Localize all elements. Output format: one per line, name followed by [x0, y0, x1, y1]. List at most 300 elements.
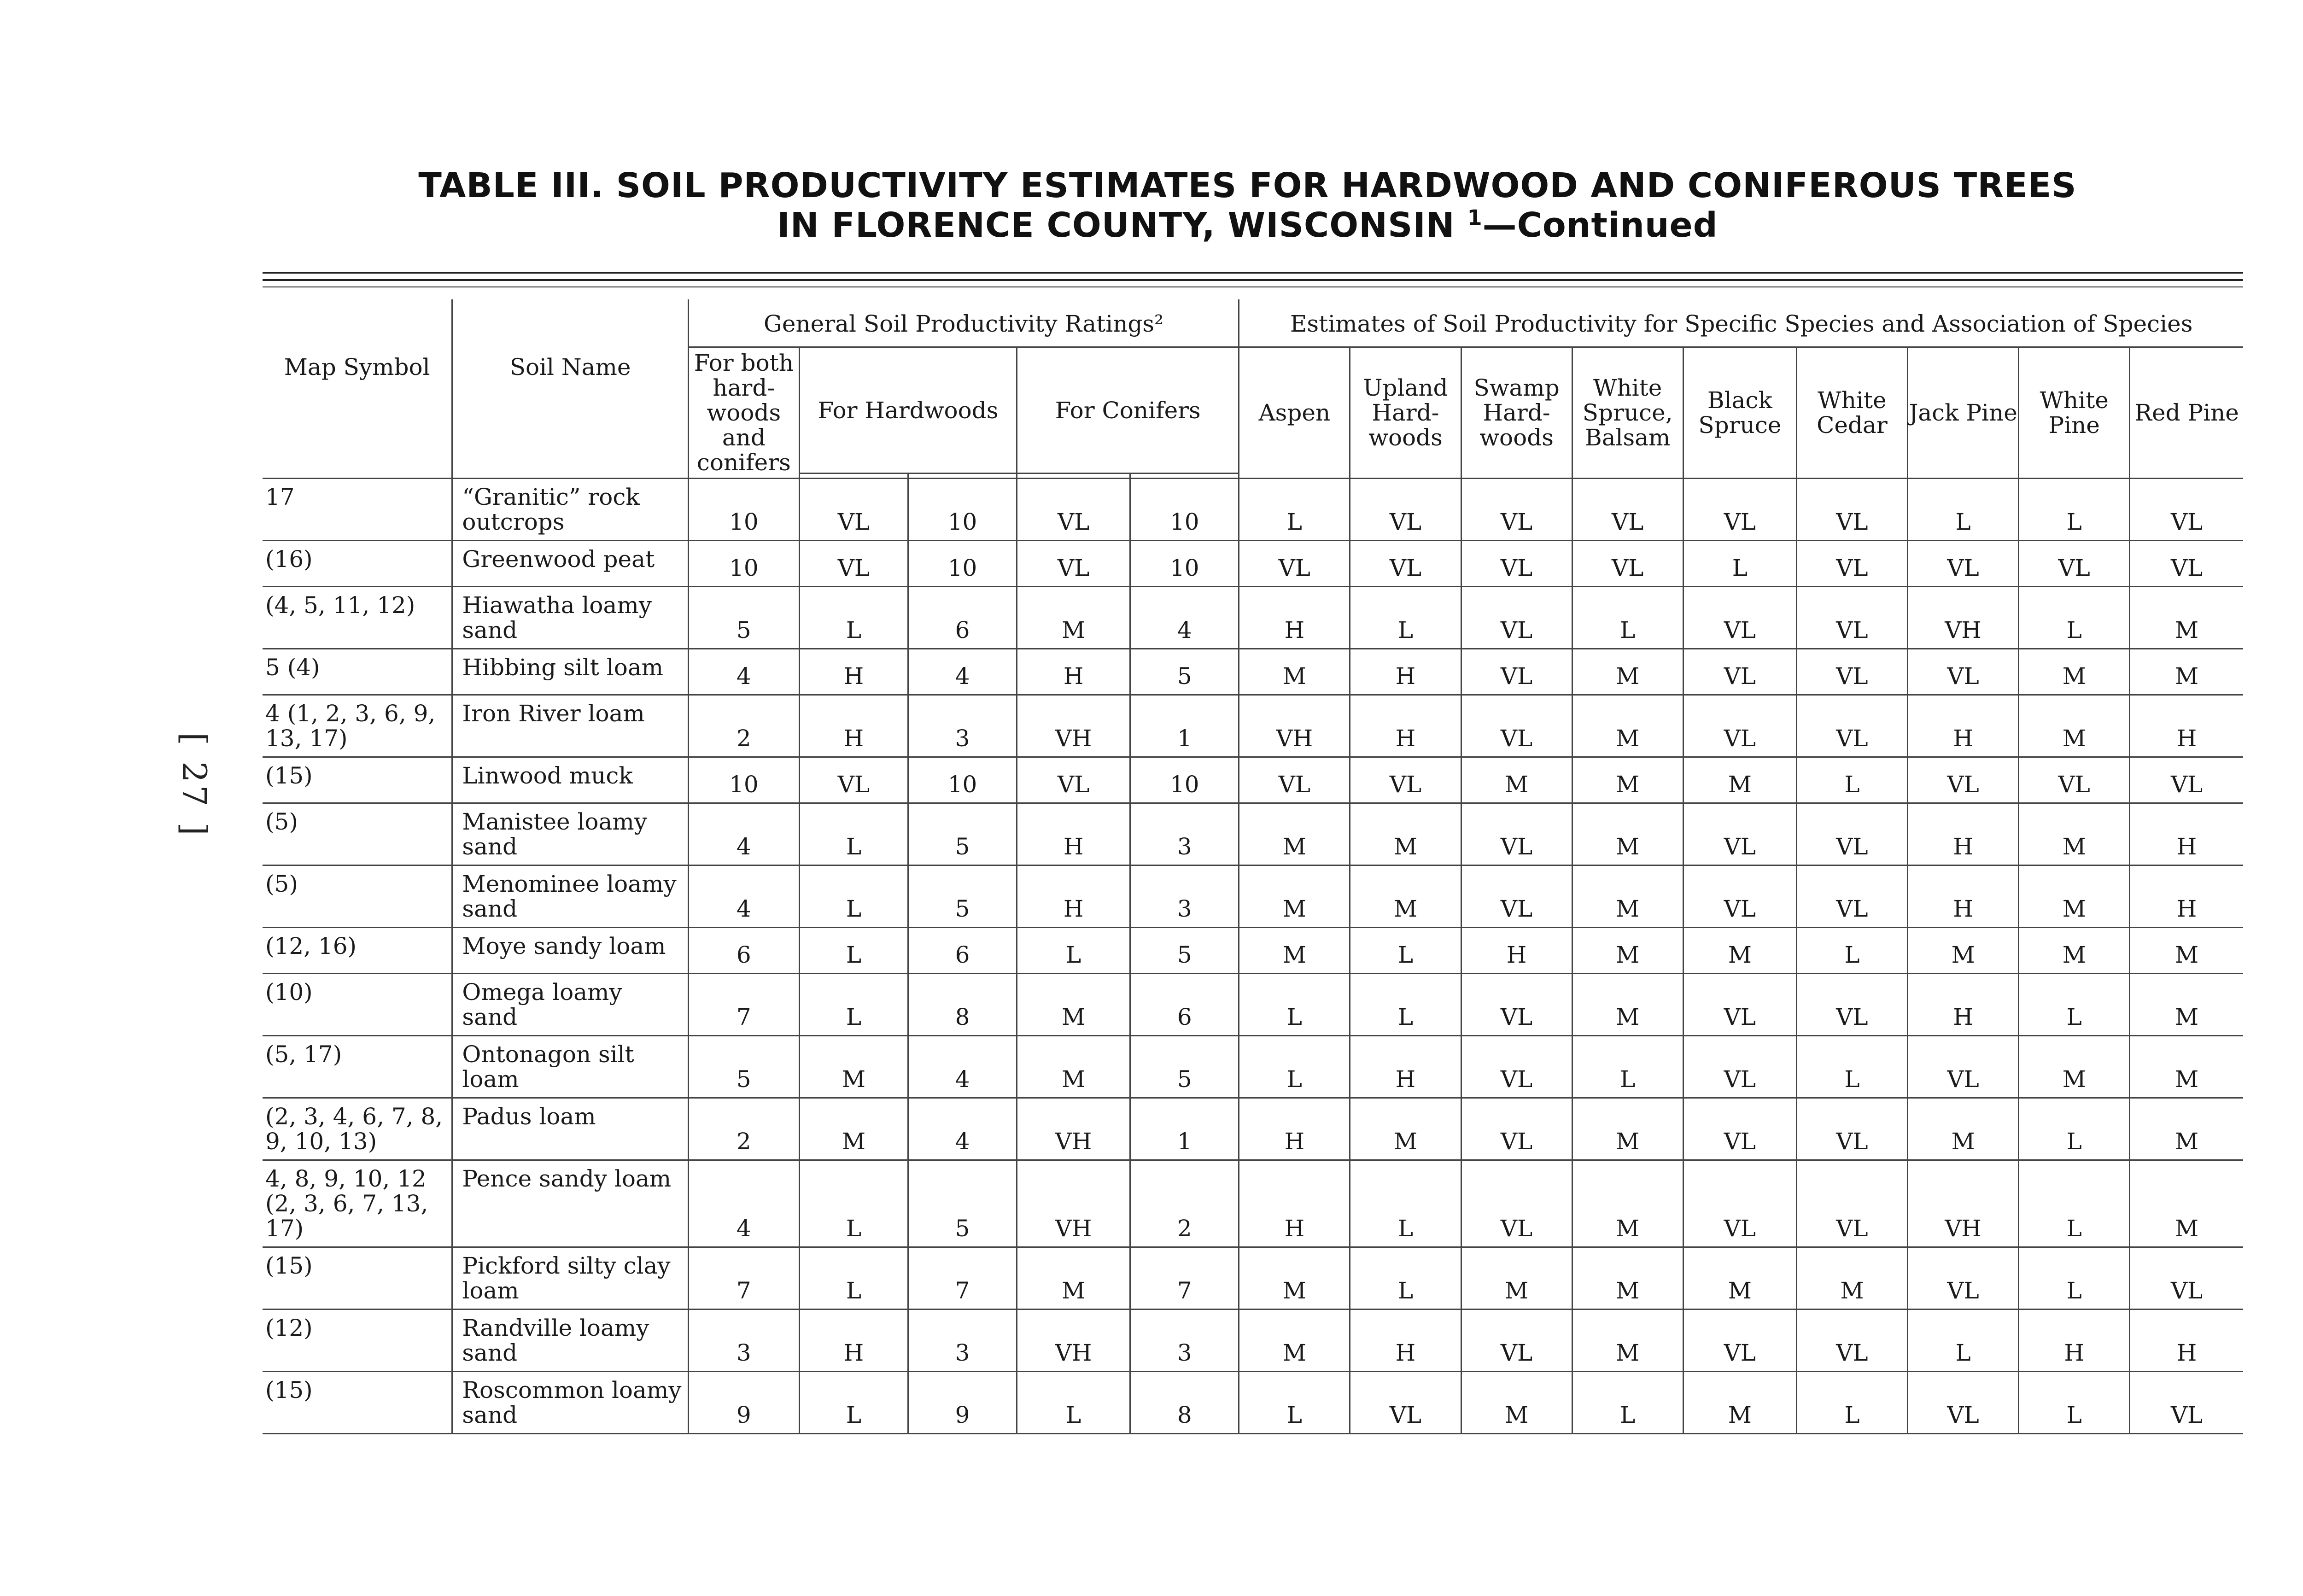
white-cedar-cell: VL — [1796, 1310, 1907, 1372]
conifers-rank-cell: 10 — [1130, 757, 1239, 803]
black-spruce-cell: VL — [1683, 1036, 1796, 1098]
white-cedar-cell: VL — [1796, 1098, 1907, 1160]
hardwoods-rank-cell: 5 — [908, 803, 1017, 865]
hardwoods-rating-cell: M — [799, 1036, 908, 1098]
top-rule-second — [263, 279, 2243, 281]
upland-hardwoods-cell: VL — [1350, 479, 1461, 541]
conifers-rank-cell: 5 — [1130, 1036, 1239, 1098]
conifers-rank-cell: 3 — [1130, 865, 1239, 928]
conifers-rank-cell: 4 — [1130, 587, 1239, 649]
map-symbol-cell: (2, 3, 4, 6, 7, 8, 9, 10, 13) — [263, 1098, 452, 1160]
swamp-hardwoods-cell: M — [1461, 1372, 1572, 1434]
upland-hardwoods-cell: L — [1350, 1247, 1461, 1310]
conifers-rank-cell: 6 — [1130, 974, 1239, 1036]
soil-name-cell: Randville loamy sand — [452, 1310, 688, 1372]
upland-hardwoods-cell: L — [1350, 587, 1461, 649]
map-symbol-cell: (16) — [263, 541, 452, 587]
table-row — [263, 1247, 2243, 1310]
white-spruce-cell: L — [1572, 587, 1683, 649]
white-spruce-cell: M — [1572, 974, 1683, 1036]
white-pine-cell: VL — [2019, 541, 2130, 587]
aspen-cell: L — [1239, 974, 1350, 1036]
hardwoods-rank-cell: 8 — [908, 974, 1017, 1036]
white-cedar-cell: L — [1796, 928, 1907, 974]
upland-hardwoods-cell: L — [1350, 974, 1461, 1036]
header-hardwoods-rating — [799, 474, 908, 479]
map-symbol-cell: (5) — [263, 803, 452, 865]
upland-hardwoods-cell: H — [1350, 1310, 1461, 1372]
both-rating-cell: 4 — [688, 1160, 799, 1247]
header-black-spruce: Black Spruce — [1683, 347, 1796, 479]
upland-hardwoods-cell: VL — [1350, 1372, 1461, 1434]
jack-pine-cell: M — [1908, 928, 2019, 974]
header-conifers-rating — [1017, 474, 1130, 479]
black-spruce-cell: VL — [1683, 479, 1796, 541]
white-pine-cell: M — [2019, 803, 2130, 865]
hardwoods-rank-cell: 3 — [908, 695, 1017, 757]
table-title — [0, 166, 2303, 245]
soil-name-cell: Moye sandy loam — [452, 928, 688, 974]
map-symbol-cell: 5 (4) — [263, 649, 452, 695]
jack-pine-cell: H — [1908, 865, 2019, 928]
swamp-hardwoods-cell: VL — [1461, 803, 1572, 865]
jack-pine-cell: H — [1908, 974, 2019, 1036]
black-spruce-cell: VL — [1683, 803, 1796, 865]
header-aspen: Aspen — [1239, 347, 1350, 479]
jack-pine-cell: VH — [1908, 1160, 2019, 1247]
white-cedar-cell: VL — [1796, 587, 1907, 649]
black-spruce-cell: VL — [1683, 695, 1796, 757]
aspen-cell: M — [1239, 1310, 1350, 1372]
white-cedar-cell: L — [1796, 1372, 1907, 1434]
swamp-hardwoods-cell: VL — [1461, 695, 1572, 757]
map-symbol-cell: (5) — [263, 865, 452, 928]
both-rating-cell: 5 — [688, 1036, 799, 1098]
red-pine-cell: M — [2130, 1036, 2243, 1098]
header-hardwoods: For Hardwoods — [799, 347, 1017, 474]
hardwoods-rating-cell: H — [799, 1310, 908, 1372]
hardwoods-rating-cell: H — [799, 649, 908, 695]
red-pine-cell: M — [2130, 1098, 2243, 1160]
jack-pine-cell: VL — [1908, 649, 2019, 695]
red-pine-cell: VL — [2130, 541, 2243, 587]
red-pine-cell: M — [2130, 1160, 2243, 1247]
white-spruce-cell: M — [1572, 695, 1683, 757]
aspen-cell: L — [1239, 1372, 1350, 1434]
white-pine-cell: L — [2019, 479, 2130, 541]
top-rule-third — [263, 286, 2243, 287]
soil-name-cell: Hiawatha loamy sand — [452, 587, 688, 649]
white-cedar-cell: VL — [1796, 974, 1907, 1036]
soil-productivity-table — [263, 299, 2243, 1434]
conifers-rank-cell: 7 — [1130, 1247, 1239, 1310]
conifers-rating-cell: M — [1017, 1036, 1130, 1098]
white-spruce-cell: M — [1572, 865, 1683, 928]
black-spruce-cell: M — [1683, 928, 1796, 974]
footnote-marker: 1 — [1467, 205, 1483, 230]
hardwoods-rank-cell: 3 — [908, 1310, 1017, 1372]
swamp-hardwoods-cell: VL — [1461, 974, 1572, 1036]
swamp-hardwoods-cell: VL — [1461, 1098, 1572, 1160]
conifers-rank-cell: 3 — [1130, 1310, 1239, 1372]
white-spruce-cell: L — [1572, 1036, 1683, 1098]
hardwoods-rating-cell: L — [799, 974, 908, 1036]
table-row — [263, 928, 2243, 974]
both-rating-cell: 10 — [688, 541, 799, 587]
red-pine-cell: VL — [2130, 1372, 2243, 1434]
white-cedar-cell: VL — [1796, 865, 1907, 928]
soil-name-cell: Padus loam — [452, 1098, 688, 1160]
black-spruce-cell: M — [1683, 1247, 1796, 1310]
both-rating-cell: 4 — [688, 649, 799, 695]
header-white-spruce: White Spruce, Balsam — [1572, 347, 1683, 479]
red-pine-cell: M — [2130, 974, 2243, 1036]
header-conifers: For Conifers — [1017, 347, 1239, 474]
hardwoods-rank-cell: 6 — [908, 928, 1017, 974]
table-row — [263, 1036, 2243, 1098]
conifers-rating-cell: M — [1017, 974, 1130, 1036]
black-spruce-cell: VL — [1683, 1098, 1796, 1160]
white-spruce-cell: M — [1572, 1098, 1683, 1160]
conifers-rating-cell: VL — [1017, 541, 1130, 587]
upland-hardwoods-cell: L — [1350, 928, 1461, 974]
white-pine-cell: M — [2019, 865, 2130, 928]
both-rating-cell: 7 — [688, 974, 799, 1036]
title-line-1: TABLE III. SOIL PRODUCTIVITY ESTIMATES FOR HARDWOOD AND CONIFEROUS TREES — [418, 166, 2077, 205]
upland-hardwoods-cell: H — [1350, 1036, 1461, 1098]
table-row — [263, 587, 2243, 649]
white-spruce-cell: M — [1572, 803, 1683, 865]
swamp-hardwoods-cell: VL — [1461, 479, 1572, 541]
red-pine-cell: H — [2130, 803, 2243, 865]
aspen-cell: H — [1239, 587, 1350, 649]
white-spruce-cell: M — [1572, 1247, 1683, 1310]
hardwoods-rating-cell: VL — [799, 479, 908, 541]
header-red-pine: Red Pine — [2130, 347, 2243, 479]
red-pine-cell: H — [2130, 865, 2243, 928]
aspen-cell: M — [1239, 865, 1350, 928]
header-hardwoods-rank — [908, 474, 1017, 479]
red-pine-cell: H — [2130, 695, 2243, 757]
white-pine-cell: M — [2019, 649, 2130, 695]
conifers-rating-cell: H — [1017, 649, 1130, 695]
aspen-cell: VL — [1239, 541, 1350, 587]
conifers-rank-cell: 2 — [1130, 1160, 1239, 1247]
hardwoods-rank-cell: 10 — [908, 541, 1017, 587]
page-number: [ 27 ] — [175, 732, 214, 838]
aspen-cell: L — [1239, 1036, 1350, 1098]
both-rating-cell: 2 — [688, 1098, 799, 1160]
white-pine-cell: L — [2019, 1372, 2130, 1434]
header-soil-name: Soil Name — [452, 299, 688, 479]
conifers-rating-cell: M — [1017, 1247, 1130, 1310]
white-pine-cell: L — [2019, 1160, 2130, 1247]
white-spruce-cell: M — [1572, 649, 1683, 695]
white-cedar-cell: L — [1796, 1036, 1907, 1098]
white-spruce-cell: L — [1572, 1372, 1683, 1434]
jack-pine-cell: VL — [1908, 1036, 2019, 1098]
hardwoods-rank-cell: 4 — [908, 1098, 1017, 1160]
soil-name-cell: Ontonagon silt loam — [452, 1036, 688, 1098]
conifers-rating-cell: VH — [1017, 695, 1130, 757]
hardwoods-rating-cell: VL — [799, 757, 908, 803]
white-spruce-cell: M — [1572, 757, 1683, 803]
conifers-rating-cell: VH — [1017, 1310, 1130, 1372]
upland-hardwoods-cell: M — [1350, 865, 1461, 928]
hardwoods-rating-cell: L — [799, 1372, 908, 1434]
table-row — [263, 1098, 2243, 1160]
hardwoods-rank-cell: 10 — [908, 757, 1017, 803]
swamp-hardwoods-cell: M — [1461, 757, 1572, 803]
upland-hardwoods-cell: H — [1350, 695, 1461, 757]
white-pine-cell: M — [2019, 1036, 2130, 1098]
aspen-cell: M — [1239, 803, 1350, 865]
swamp-hardwoods-cell: M — [1461, 1247, 1572, 1310]
table-row — [263, 757, 2243, 803]
conifers-rank-cell: 8 — [1130, 1372, 1239, 1434]
soil-name-cell: Manistee loamy sand — [452, 803, 688, 865]
white-spruce-cell: VL — [1572, 541, 1683, 587]
table-row — [263, 541, 2243, 587]
title-line-2 — [0, 205, 2303, 245]
map-symbol-cell: (12) — [263, 1310, 452, 1372]
map-symbol-cell: (15) — [263, 757, 452, 803]
both-rating-cell: 5 — [688, 587, 799, 649]
black-spruce-cell: VL — [1683, 1160, 1796, 1247]
soil-name-cell: Greenwood peat — [452, 541, 688, 587]
hardwoods-rank-cell: 5 — [908, 865, 1017, 928]
map-symbol-cell: (15) — [263, 1247, 452, 1310]
map-symbol-cell: (12, 16) — [263, 928, 452, 974]
table-row — [263, 649, 2243, 695]
upland-hardwoods-cell: VL — [1350, 541, 1461, 587]
header-swamp-hardwoods: Swamp Hard-woods — [1461, 347, 1572, 479]
white-pine-cell: L — [2019, 1098, 2130, 1160]
table-row — [263, 974, 2243, 1036]
jack-pine-cell: VH — [1908, 587, 2019, 649]
swamp-hardwoods-cell: VL — [1461, 1310, 1572, 1372]
hardwoods-rank-cell: 10 — [908, 479, 1017, 541]
white-spruce-cell: M — [1572, 1310, 1683, 1372]
hardwoods-rank-cell: 6 — [908, 587, 1017, 649]
header-white-pine: White Pine — [2019, 347, 2130, 479]
conifers-rating-cell: VL — [1017, 479, 1130, 541]
both-rating-cell: 3 — [688, 1310, 799, 1372]
red-pine-cell: M — [2130, 587, 2243, 649]
header-both: For both hard-woods and conifers — [688, 347, 799, 479]
top-rule — [263, 272, 2243, 274]
white-cedar-cell: VL — [1796, 479, 1907, 541]
red-pine-cell: VL — [2130, 757, 2243, 803]
hardwoods-rating-cell: VL — [799, 541, 908, 587]
jack-pine-cell: L — [1908, 1310, 2019, 1372]
swamp-hardwoods-cell: VL — [1461, 865, 1572, 928]
red-pine-cell: M — [2130, 649, 2243, 695]
soil-name-cell: Linwood muck — [452, 757, 688, 803]
aspen-cell: L — [1239, 479, 1350, 541]
header-white-cedar: White Cedar — [1796, 347, 1907, 479]
soil-name-cell: Roscommon loamy sand — [452, 1372, 688, 1434]
aspen-cell: VH — [1239, 695, 1350, 757]
soil-name-cell: Iron River loam — [452, 695, 688, 757]
table-row — [263, 479, 2243, 541]
red-pine-cell: VL — [2130, 479, 2243, 541]
aspen-cell: M — [1239, 928, 1350, 974]
conifers-rating-cell: M — [1017, 587, 1130, 649]
conifers-rating-cell: L — [1017, 1372, 1130, 1434]
aspen-cell: VL — [1239, 757, 1350, 803]
white-spruce-cell: M — [1572, 928, 1683, 974]
header-jack-pine: Jack Pine — [1908, 347, 2019, 479]
title-continued: —Continued — [1482, 205, 1718, 245]
conifers-rank-cell: 3 — [1130, 803, 1239, 865]
white-cedar-cell: VL — [1796, 649, 1907, 695]
white-spruce-cell: M — [1572, 1160, 1683, 1247]
conifers-rating-cell: VL — [1017, 757, 1130, 803]
soil-name-cell: Pence sandy loam — [452, 1160, 688, 1247]
table-row — [263, 865, 2243, 928]
aspen-cell: H — [1239, 1098, 1350, 1160]
conifers-rank-cell: 5 — [1130, 649, 1239, 695]
jack-pine-cell: L — [1908, 479, 2019, 541]
table-row — [263, 803, 2243, 865]
hardwoods-rating-cell: L — [799, 587, 908, 649]
conifers-rating-cell: VH — [1017, 1098, 1130, 1160]
black-spruce-cell: VL — [1683, 865, 1796, 928]
white-cedar-cell: VL — [1796, 1160, 1907, 1247]
conifers-rank-cell: 1 — [1130, 1098, 1239, 1160]
soil-name-cell: Menominee loamy sand — [452, 865, 688, 928]
white-pine-cell: M — [2019, 928, 2130, 974]
soil-name-cell: Omega loamy sand — [452, 974, 688, 1036]
conifers-rating-cell: H — [1017, 865, 1130, 928]
conifers-rank-cell: 1 — [1130, 695, 1239, 757]
jack-pine-cell: M — [1908, 1098, 2019, 1160]
black-spruce-cell: VL — [1683, 649, 1796, 695]
header-specific-estimates: Estimates of Soil Productivity for Specific Species and Association of Species — [1239, 299, 2243, 347]
both-rating-cell: 6 — [688, 928, 799, 974]
white-spruce-cell: VL — [1572, 479, 1683, 541]
swamp-hardwoods-cell: VL — [1461, 649, 1572, 695]
soil-name-cell: Hibbing silt loam — [452, 649, 688, 695]
upland-hardwoods-cell: L — [1350, 1160, 1461, 1247]
swamp-hardwoods-cell: H — [1461, 928, 1572, 974]
hardwoods-rank-cell: 9 — [908, 1372, 1017, 1434]
conifers-rating-cell: H — [1017, 803, 1130, 865]
map-symbol-cell: (15) — [263, 1372, 452, 1434]
both-rating-cell: 10 — [688, 757, 799, 803]
hardwoods-rank-cell: 4 — [908, 1036, 1017, 1098]
white-cedar-cell: M — [1796, 1247, 1907, 1310]
both-rating-cell: 4 — [688, 803, 799, 865]
map-symbol-cell: (10) — [263, 974, 452, 1036]
red-pine-cell: H — [2130, 1310, 2243, 1372]
jack-pine-cell: H — [1908, 695, 2019, 757]
red-pine-cell: VL — [2130, 1247, 2243, 1310]
hardwoods-rank-cell: 4 — [908, 649, 1017, 695]
jack-pine-cell: VL — [1908, 1247, 2019, 1310]
white-pine-cell: M — [2019, 695, 2130, 757]
hardwoods-rating-cell: L — [799, 1160, 908, 1247]
table-body — [263, 479, 2243, 1434]
swamp-hardwoods-cell: VL — [1461, 1036, 1572, 1098]
white-cedar-cell: VL — [1796, 541, 1907, 587]
both-rating-cell: 9 — [688, 1372, 799, 1434]
header-map-symbol: Map Symbol — [263, 299, 452, 479]
header-upland-hardwoods: Upland Hard-woods — [1350, 347, 1461, 479]
title-line-2-main: IN FLORENCE COUNTY, WISCONSIN — [777, 205, 1455, 245]
swamp-hardwoods-cell: VL — [1461, 587, 1572, 649]
swamp-hardwoods-cell: VL — [1461, 1160, 1572, 1247]
header-general-ratings: General Soil Productivity Ratings² — [688, 299, 1239, 347]
map-symbol-cell: 4, 8, 9, 10, 12 (2, 3, 6, 7, 13, 17) — [263, 1160, 452, 1247]
hardwoods-rank-cell: 7 — [908, 1247, 1017, 1310]
table-row — [263, 1310, 2243, 1372]
red-pine-cell: M — [2130, 928, 2243, 974]
white-pine-cell: L — [2019, 587, 2130, 649]
white-cedar-cell: VL — [1796, 695, 1907, 757]
map-symbol-cell: 17 — [263, 479, 452, 541]
header-conifers-rank — [1130, 474, 1239, 479]
hardwoods-rating-cell: L — [799, 803, 908, 865]
both-rating-cell: 2 — [688, 695, 799, 757]
table-row — [263, 1160, 2243, 1247]
white-pine-cell: L — [2019, 974, 2130, 1036]
black-spruce-cell: M — [1683, 1372, 1796, 1434]
jack-pine-cell: H — [1908, 803, 2019, 865]
map-symbol-cell: (4, 5, 11, 12) — [263, 587, 452, 649]
white-cedar-cell: L — [1796, 757, 1907, 803]
table-row — [263, 1372, 2243, 1434]
upland-hardwoods-cell: M — [1350, 803, 1461, 865]
hardwoods-rating-cell: L — [799, 1247, 908, 1310]
black-spruce-cell: M — [1683, 757, 1796, 803]
black-spruce-cell: L — [1683, 541, 1796, 587]
both-rating-cell: 10 — [688, 479, 799, 541]
jack-pine-cell: VL — [1908, 541, 2019, 587]
conifers-rating-cell: VH — [1017, 1160, 1130, 1247]
aspen-cell: H — [1239, 1160, 1350, 1247]
white-pine-cell: VL — [2019, 757, 2130, 803]
hardwoods-rating-cell: L — [799, 928, 908, 974]
conifers-rank-cell: 10 — [1130, 541, 1239, 587]
upland-hardwoods-cell: VL — [1350, 757, 1461, 803]
map-symbol-cell: 4 (1, 2, 3, 6, 9, 13, 17) — [263, 695, 452, 757]
jack-pine-cell: VL — [1908, 757, 2019, 803]
white-pine-cell: H — [2019, 1310, 2130, 1372]
hardwoods-rating-cell: L — [799, 865, 908, 928]
white-cedar-cell: VL — [1796, 803, 1907, 865]
conifers-rank-cell: 5 — [1130, 928, 1239, 974]
hardwoods-rank-cell: 5 — [908, 1160, 1017, 1247]
white-pine-cell: L — [2019, 1247, 2130, 1310]
both-rating-cell: 4 — [688, 865, 799, 928]
hardwoods-rating-cell: H — [799, 695, 908, 757]
upland-hardwoods-cell: H — [1350, 649, 1461, 695]
soil-name-cell: Pickford silty clay loam — [452, 1247, 688, 1310]
map-symbol-cell: (5, 17) — [263, 1036, 452, 1098]
soil-name-cell: “Granitic” rock outcrops — [452, 479, 688, 541]
conifers-rating-cell: L — [1017, 928, 1130, 974]
black-spruce-cell: VL — [1683, 1310, 1796, 1372]
both-rating-cell: 7 — [688, 1247, 799, 1310]
upland-hardwoods-cell: M — [1350, 1098, 1461, 1160]
conifers-rank-cell: 10 — [1130, 479, 1239, 541]
aspen-cell: M — [1239, 649, 1350, 695]
swamp-hardwoods-cell: VL — [1461, 541, 1572, 587]
black-spruce-cell: VL — [1683, 974, 1796, 1036]
table-row — [263, 695, 2243, 757]
